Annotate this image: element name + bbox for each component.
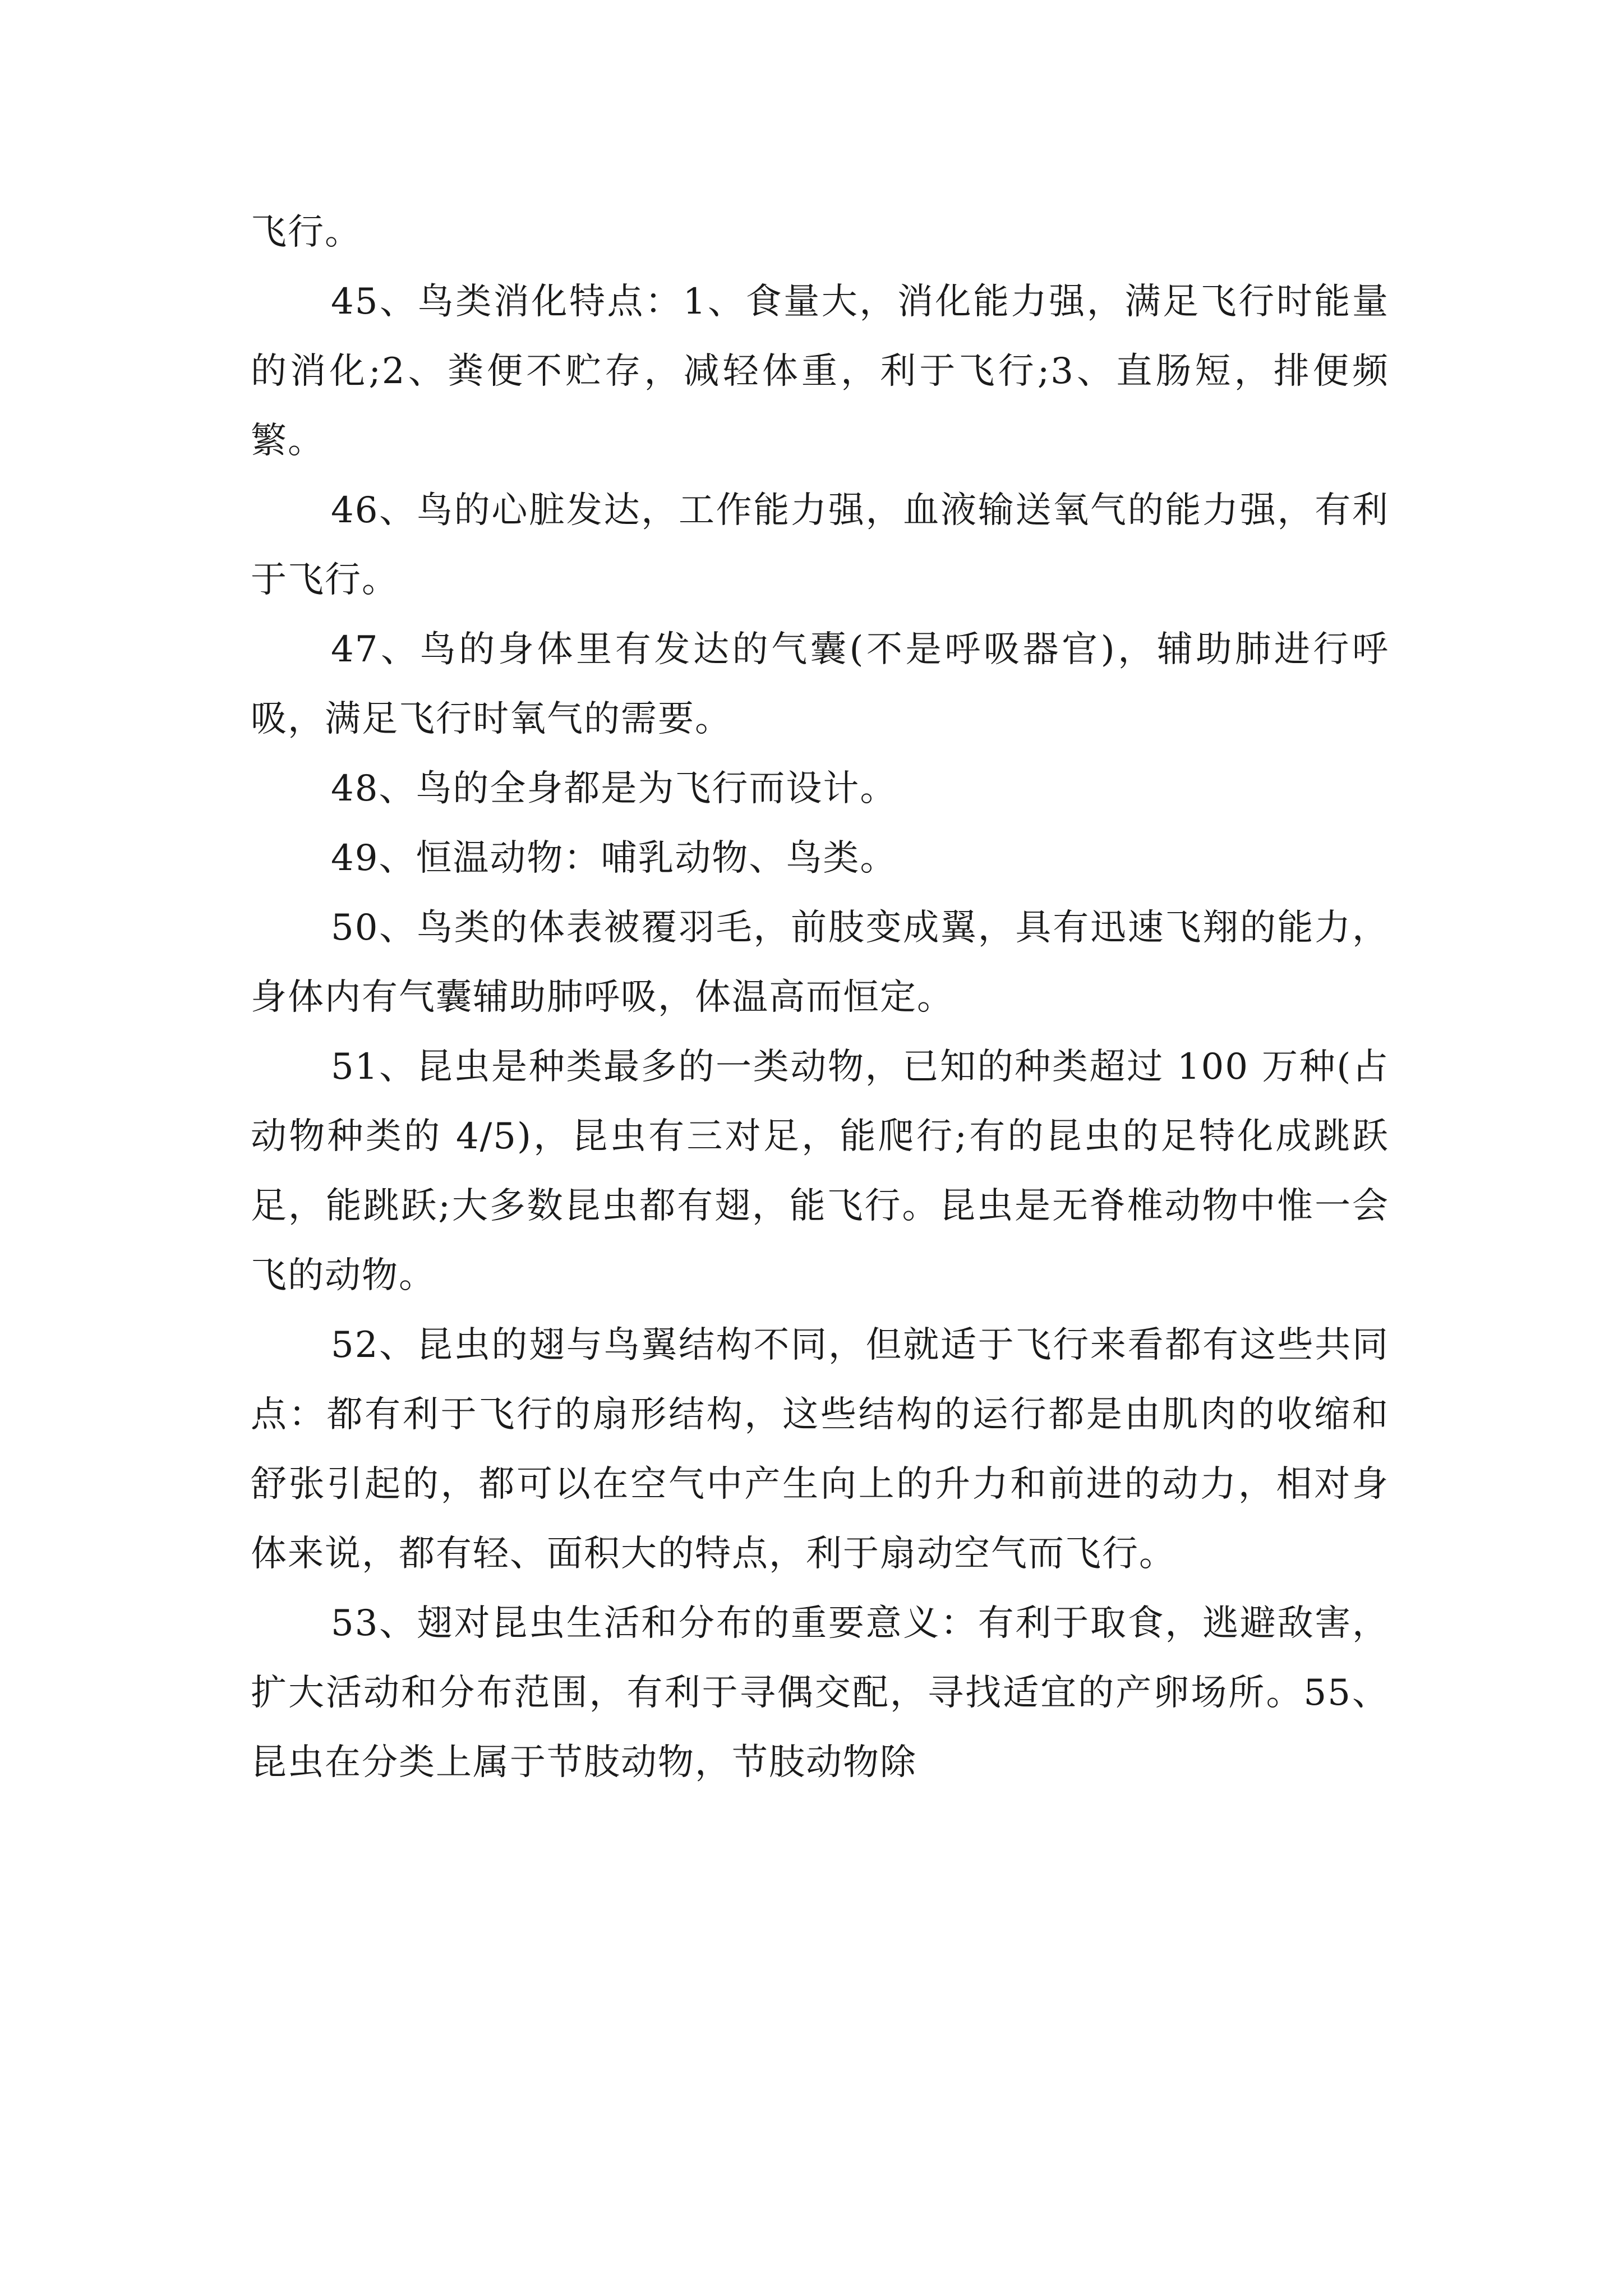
paragraph-50: 50、鸟类的体表被覆羽毛，前肢变成翼，具有迅速飞翔的能力，身体内有气囊辅助肺呼吸，体温高而恒定。 (251, 907, 1389, 1018)
paragraph-46: 46、鸟的心脏发达，工作能力强，血液输送氧气的能力强，有利于飞行。 (251, 490, 1389, 601)
paragraph-51: 51、昆虫是种类最多的一类动物，已知的种类超过 100 万种(占动物种类的 4/5)，昆虫有三对足，能爬行;有的昆虫的足特化成跳跃足，能跳跃;大多数昆虫都有翅，能飞行。昆虫是无脊椎动物中惟一会飞的动物。 (251, 1046, 1389, 1296)
document-body (251, 197, 1389, 1797)
paragraph-49: 49、恒温动物：哺乳动物、鸟类。 (331, 838, 897, 879)
paragraph-45: 45、鸟类消化特点：1、食量大，消化能力强，满足飞行时能量的消化;2、粪便不贮存，减轻体重，利于飞行;3、直肠短，排便频繁。 (251, 281, 1389, 462)
paragraph-continuation: 飞行。 (251, 211, 362, 253)
paragraph-53: 53、翅对昆虫生活和分布的重要意义：有利于取食，逃避敌害，扩大活动和分布范围，有利于寻偶交配，寻找适宜的产卵场所。55、昆虫在分类上属于节肢动物，节肢动物除 (251, 1603, 1389, 1783)
paragraph-52: 52、昆虫的翅与鸟翼结构不同，但就适于飞行来看都有这些共同点：都有利于飞行的扇形结构，这些结构的运行都是由肌肉的收缩和舒张引起的，都可以在空气中产生向上的升力和前进的动力，相对身体来说，都有轻、面积大的特点，利于扇动空气而飞行。 (251, 1324, 1389, 1575)
paragraph-47: 47、鸟的身体里有发达的气囊(不是呼吸器官)，辅助肺进行呼吸，满足飞行时氧气的需要。 (251, 629, 1389, 740)
paragraph-48: 48、鸟的全身都是为飞行而设计。 (331, 768, 897, 809)
